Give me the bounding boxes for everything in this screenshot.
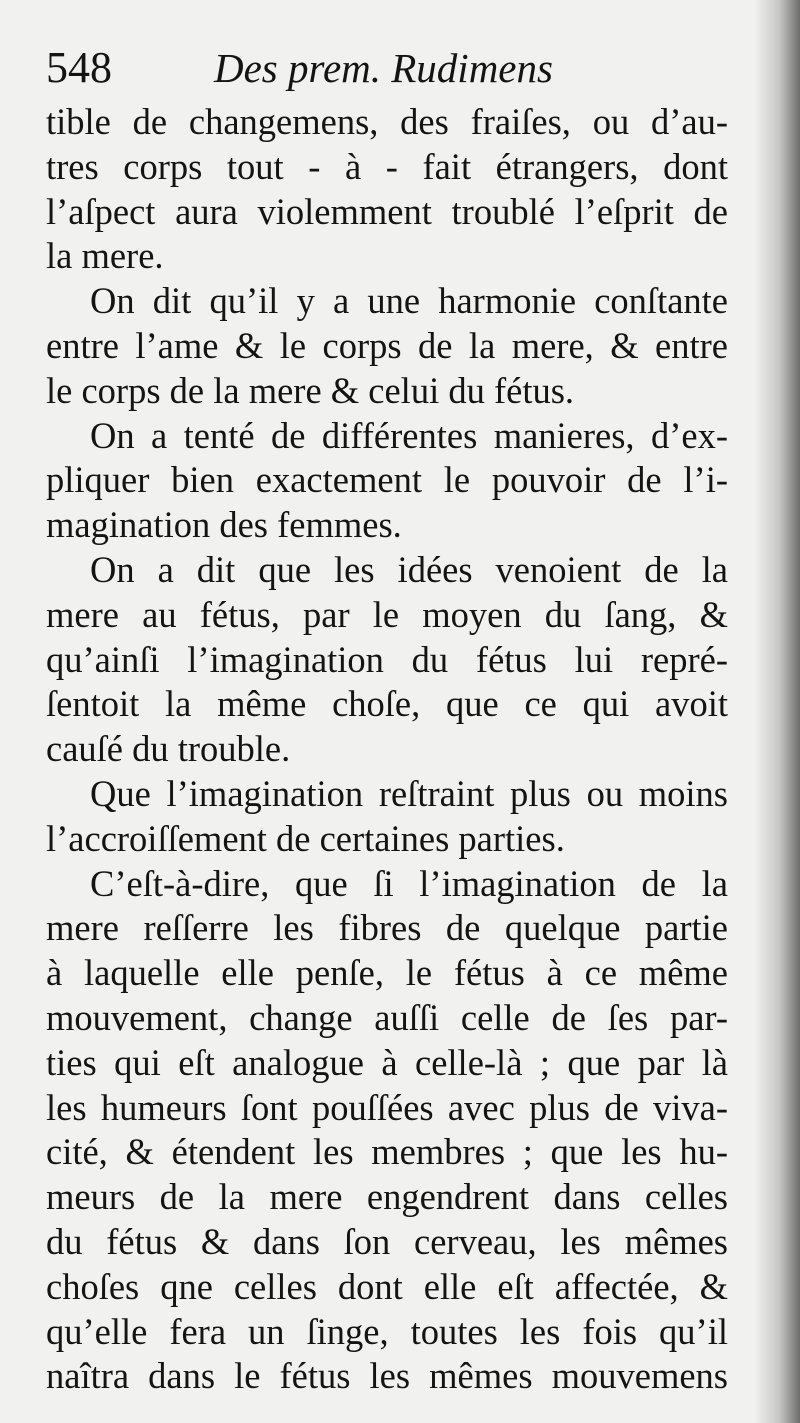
text-line: On a tenté de différentes manieres, d’ex- xyxy=(90,414,728,456)
text-line: On dit qu’il y a une harmonie conſtante xyxy=(90,280,728,322)
text-line: mouvement, change auſſi celle de ſes par- xyxy=(46,996,728,1038)
text-line: mere reſſerre les fibres de quelque partie xyxy=(46,907,728,949)
page-header xyxy=(46,38,746,98)
text-line: cité, & étendent les membres ; que les hu- xyxy=(46,1131,728,1173)
text-line: ties qui eſt analogue à celle-là ; que par là xyxy=(46,1041,728,1083)
text-line: entre l’ame & le corps de la mere, & entre xyxy=(46,324,728,366)
text-line: la mere. xyxy=(46,235,164,277)
text-line: à laquelle elle penſe, le fétus à ce même xyxy=(46,952,728,994)
text-line: tres corps tout - à - fait étrangers, dont xyxy=(46,145,728,187)
text-line: qu’ainſi l’imagination du fétus lui repré- xyxy=(46,638,728,680)
running-title: Des prem. Rudimens xyxy=(214,45,553,91)
text-line: meurs de la mere engendrent dans celles xyxy=(46,1176,728,1218)
text-line: choſes qne celles dont elle eſt affectée, & xyxy=(46,1265,728,1307)
text-line: On a dit que les idées venoient de la xyxy=(90,548,728,590)
text-line: l’accroiſſement de certaines parties. xyxy=(46,817,565,859)
text-line: du fétus & dans ſon cerveau, les mêmes xyxy=(46,1220,728,1262)
text-line: Que l’imagination reſtraint plus ou moins xyxy=(90,772,728,814)
text-line: naîtra dans le fétus les mêmes mouvemens xyxy=(46,1355,728,1397)
text-line: pliquer bien exactement le pouvoir de l’i- xyxy=(46,459,728,501)
text-line: qu’elle fera un ſinge, toutes les fois qu’il xyxy=(46,1310,728,1352)
text-line: ſentoit la même choſe, que ce qui avoit xyxy=(46,683,728,725)
text-line: magination des femmes. xyxy=(46,504,402,546)
text-line: le corps de la mere & celui du fétus. xyxy=(46,369,575,411)
page-number: 548 xyxy=(46,43,112,92)
text-line: cauſé du trouble. xyxy=(46,728,291,770)
binding-gutter-shadow xyxy=(754,0,800,1423)
body-text xyxy=(46,100,728,1399)
text-line: mere au fétus, par le moyen du ſang, & xyxy=(46,593,728,635)
text-line: l’aſpect aura violemment troublé l’eſprit de xyxy=(46,190,728,232)
text-line: tible de changemens, des fraiſes, ou d’au- xyxy=(46,101,728,142)
text-line: C’eſt-à-dire, que ſi l’imagination de la xyxy=(90,862,728,904)
text-line: les humeurs ſont pouſſées avec plus de viva- xyxy=(46,1086,728,1128)
